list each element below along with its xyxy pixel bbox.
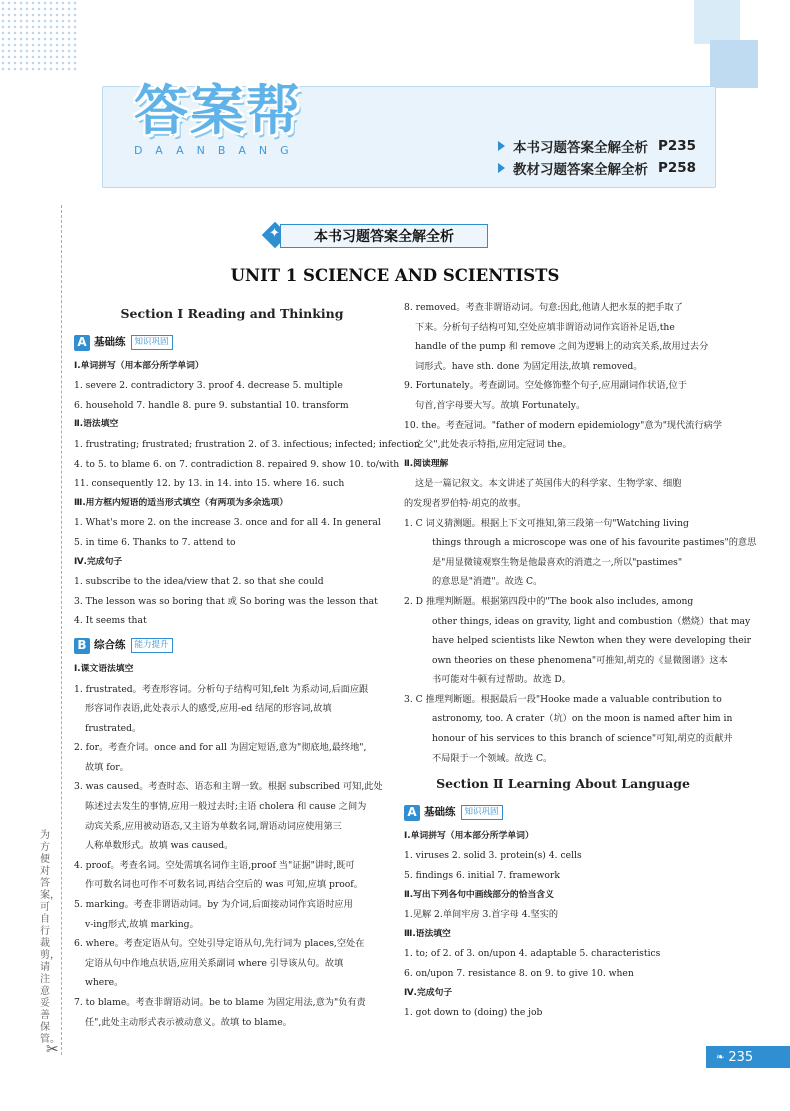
answer-line: 书可能对牛顿有过帮助。故选 D。 [432, 674, 571, 686]
brand-logo: 答案帮 [134, 79, 302, 142]
answer-line: v-ing形式,故填 marking。 [85, 918, 199, 930]
answer-line: 11. consequently 12. by 13. in 14. into 15. where 16. such [74, 478, 345, 490]
answer-line: 5. marking。考查非谓语动词。by 为介词,后面接动词作宾语时应用 [74, 899, 353, 911]
triangle-icon [498, 163, 505, 173]
cut-line [61, 205, 62, 1055]
answer-line: 词形式。have sth. done 为固定用法,故填 removed。 [415, 360, 643, 372]
answer-line: own theories on these phenomena"可推知,胡克的《显微图谱》这本 [432, 654, 728, 666]
tag-letter: A [404, 805, 420, 821]
brand-subtitle: DAANBANG [134, 144, 302, 157]
page-number [706, 1046, 790, 1068]
toc-page: P258 [658, 160, 697, 176]
right-column [404, 298, 757, 1023]
toc-page: P235 [658, 138, 697, 154]
answer-line: 6. on/upon 7. resistance 8. on 9. to give 10. when [404, 968, 634, 979]
answer-line: 的意思是"消遣"。故选 C。 [432, 576, 543, 588]
answer-line: 5. findings 6. initial 7. framework [404, 870, 560, 882]
toc-item[interactable] [498, 157, 696, 179]
answer-line: 陈述过去发生的事情,应用一般过去时;主语 cholera 和 cause 之间为 [85, 801, 367, 813]
answer-list [74, 660, 390, 1032]
answer-line: 1. viruses 2. solid 3. protein(s) 4. cells [404, 850, 582, 862]
tag-sub: 知识巩固 [131, 335, 173, 350]
answer-list [74, 357, 420, 631]
answer-line: 1. got down to (doing) the job [404, 1007, 543, 1019]
leaf-icon: ❧ [716, 1051, 725, 1063]
answer-line: 1. C 词义猜测题。根据上下文可推知,第三段第一句"Watching living [404, 517, 689, 529]
toc-item[interactable] [498, 135, 696, 157]
tag-letter: B [74, 638, 90, 654]
answer-line: other things, ideas on gravity, light and combustion（燃烧）that may [432, 615, 751, 627]
unit-title: UNIT 1 SCIENCE AND SCIENTISTS [230, 266, 560, 285]
triangle-icon [498, 141, 505, 151]
page-number-label: 235 [728, 1049, 754, 1065]
exercise-tag [74, 332, 390, 354]
answer-line: 8. removed。考查非谓语动词。句意:因此,他请人把水泵的把手取了 [404, 302, 683, 313]
answer-line: 人称单数形式。故填 was caused。 [85, 840, 234, 852]
exercise-heading: Ⅰ.单词拼写（用本部分所学单词） [74, 360, 204, 371]
answer-line: 这是一篇记叙文。本文讲述了英国伟大的科学家、生物学家、细胞 [415, 478, 682, 490]
answer-line: 10. the。考查冠词。"father of modern epidemiology"意为"现代流行病学 [404, 419, 723, 431]
exercise-heading: Ⅱ.写出下列各句中画线部分的恰当含义 [404, 889, 554, 900]
exercise-heading: Ⅳ.完成句子 [404, 987, 453, 998]
answer-line: 不局限于一个领域。故选 C。 [432, 752, 553, 764]
answer-line: 6. household 7. handle 8. pure 9. substantial 10. transform [74, 399, 349, 411]
answer-line: 定语从句中作地点状语,应用关系副词 where 引导该从句。故填 [85, 957, 344, 969]
answer-line: 作可数名词也可作不可数名词,再结合空后的 was 可知,应填 proof。 [85, 879, 363, 891]
answer-line: 1. What's more 2. on the increase 3. once and for all 4. In general [74, 517, 381, 529]
answer-line: 4. proof。考查名词。空处需填名词作主语,proof 当"证据"讲时,既可 [74, 859, 355, 871]
exercise-tag [74, 635, 390, 657]
tag-name: 基础练 [94, 335, 126, 348]
answer-line: 1. frustrating; frustrated; frustration 2. of 3. infectious; infected; infection [74, 438, 420, 450]
answer-line: frustrated。 [85, 722, 142, 734]
tag-sub: 知识巩固 [461, 805, 503, 820]
exercise-heading: Ⅱ.阅读理解 [404, 458, 449, 469]
tag-letter: A [74, 335, 90, 351]
answer-line: where。 [85, 977, 124, 989]
tag-sub: 能力提升 [131, 638, 173, 653]
answer-line: 2. D 推理判断题。根据第四段中的"The book also includes, among [404, 595, 694, 607]
exercise-heading: Ⅲ.用方框内短语的适当形式填空（有两项为多余选项） [74, 497, 288, 508]
answer-line: 4. It seems that [74, 615, 147, 627]
answer-line: 形容词作表语,此处表示人的感受,应用-ed 结尾的形容词,故填 [85, 703, 332, 715]
toc-label: 本书习题答案全解全析 [513, 140, 648, 156]
answer-line: 下来。分析句子结构可知,空处应填非谓语动词作宾语补足语,the [415, 321, 675, 333]
exercise-heading: Ⅲ.语法填空 [404, 928, 451, 939]
tag-name: 综合练 [94, 639, 126, 652]
lightbulb-icon: ✦ [269, 226, 280, 241]
answer-line: 2. for。考查介词。once and for all 为固定短语,意为"彻底地,最终地", [74, 742, 367, 754]
header-banner [0, 0, 790, 205]
answer-line: 1. frustrated。考查形容词。分析句子结构可知,felt 为系动词,后面应跟 [74, 683, 369, 695]
answer-line: 之父",此处表示特指,应用定冠词 the。 [415, 439, 572, 451]
answer-line: 故填 for。 [85, 761, 129, 773]
section-title: Section Ⅱ Learning About Language [436, 776, 690, 792]
answer-list [404, 827, 722, 1023]
answer-line: 5. in time 6. Thanks to 7. attend to [74, 536, 236, 548]
answer-line: 3. was caused。考查时态、语态和主谓一致。根据 subscribed 可知,此处 [74, 781, 383, 793]
decor-square [694, 0, 740, 44]
answer-line: astronomy, too. A crater（坑）on the moon is named after him in [432, 713, 733, 725]
answer-line: 动宾关系,应用被动语态,又主语为单数名词,谓语动词应使用第三 [85, 820, 342, 832]
exercise-tag [404, 802, 722, 824]
answer-line: 1. severe 2. contradictory 3. proof 4. decrease 5. multiple [74, 380, 343, 392]
answer-line: 任",此处主动形式表示被动意义。故填 to blame。 [85, 1016, 292, 1028]
answer-line: 的发现者罗伯特·胡克的故事。 [404, 497, 527, 509]
exercise-heading: Ⅳ.完成句子 [74, 556, 123, 567]
dot-pattern [0, 0, 78, 72]
section-title: Section Ⅰ Reading and Thinking [120, 306, 344, 321]
left-column [74, 298, 420, 1032]
answer-list [404, 298, 757, 768]
answer-line: things through a microscope was one of his favourite pastimes"的意思 [432, 537, 757, 549]
side-note: 为方便对答案，可自行裁剪，请注意妥善保管。 [40, 830, 60, 1045]
answer-line: 4. to 5. to blame 6. on 7. contradiction 8. repaired 9. show 10. to/with [74, 458, 400, 470]
answer-line: 是"用显微镜观察生物是他最喜欢的消遣之一,所以"pastimes" [432, 556, 683, 568]
section-banner-label: 本书习题答案全解全析 [280, 224, 488, 248]
scissors-icon: ✂ [46, 1040, 59, 1058]
answer-line: 3. The lesson was so boring that 或 So boring was the lesson that [74, 595, 378, 607]
exercise-heading: Ⅰ.单词拼写（用本部分所学单词） [404, 830, 534, 841]
exercise-heading: Ⅱ.语法填空 [74, 419, 119, 430]
decor-square [710, 40, 758, 88]
toc-label: 教材习题答案全解全析 [513, 162, 648, 178]
answer-line: handle of the pump 和 remove 之间为逻辑上的动宾关系,故用过去分 [415, 341, 709, 353]
answer-line: have helped scientists like Newton when they were developing their [432, 635, 751, 647]
tag-name: 基础练 [424, 806, 456, 819]
answer-line: 7. to blame。考查非谓语动词。be to blame 为固定用法,意为"负有责 [74, 997, 366, 1008]
answer-line: honour of his services to this branch of science"可知,胡克的贡献并 [432, 733, 733, 745]
toc [498, 135, 696, 179]
exercise-heading: Ⅰ.课文语法填空 [74, 663, 134, 674]
answer-line: 1.见解 2.单间牢房 3.首字母 4.坚实的 [404, 909, 559, 921]
answer-line: 6. where。考查定语从句。空处引导定语从句,先行词为 places,空处在 [74, 938, 365, 950]
answer-line: 句首,首字母要大写。故填 Fortunately。 [415, 399, 586, 411]
answer-line: 1. to; of 2. of 3. on/upon 4. adaptable 5. characteristics [404, 948, 661, 960]
answer-line: 3. C 推理判断题。根据最后一段"Hooke made a valuable contribution to [404, 693, 722, 705]
answer-line: 1. subscribe to the idea/view that 2. so that she could [74, 576, 324, 588]
answer-line: 9. Fortunately。考查副词。空处修饰整个句子,应用副词作状语,位于 [404, 380, 687, 392]
section-banner [262, 222, 488, 248]
